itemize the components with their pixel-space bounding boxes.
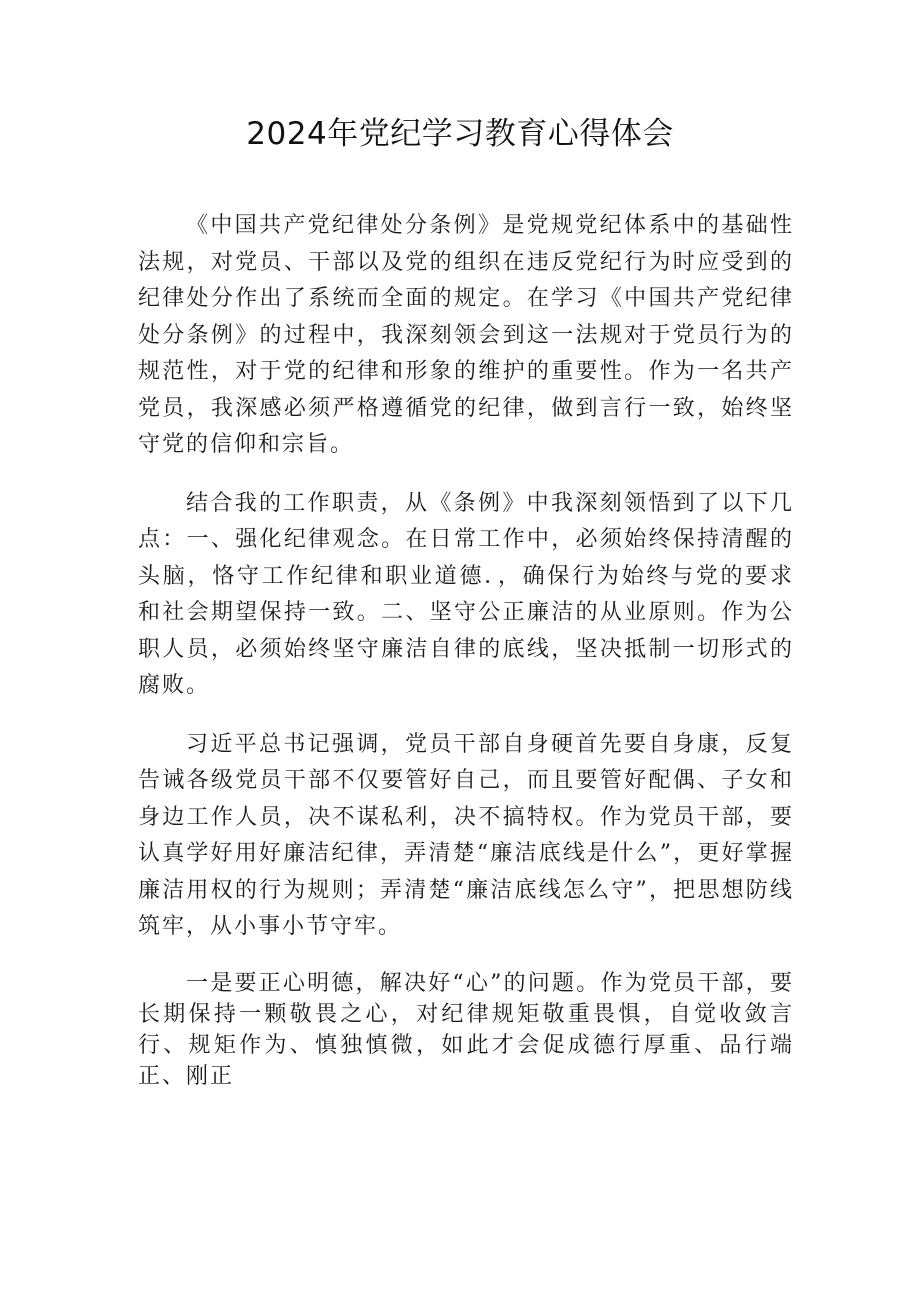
paragraph-1: 《中国共产党纪律处分条例》是党规党纪体系中的基础性法规，对党员、干部以及党的组织在违反党纪行为时应受到的纪律处分作出了系统而全面的规定。在学习《中国共产党纪律处分条例》的过程中，我深刻领会到这一法规对于党员行为的规范性，对于党的纪律和形象的维护的重要性。作为一名共产党员，我深感必须严格遵循党的纪律，做到言行一致，始终坚守党的信仰和宗旨。: [138, 213, 794, 457]
document-title: 2024年党纪学习教育心得体会: [246, 116, 674, 152]
document-body: [138, 208, 794, 1092]
paragraph-2: 结合我的工作职责，从《条例》中我深刻领悟到了以下几点：一、强化纪律观念。在日常工作中，必须始终保持清醒的头脑，恪守工作纪律和职业道德．，确保行为始终与党的要求和社会期望保持一致。二、坚守公正廉洁的从业原则。作为公职人员，必须始终坚守廉洁自律的底线，坚决抵制一切形式的腐败。: [138, 490, 794, 698]
paragraph-4: 一是要正心明德，解决好“心”的问题。作为党员干部，要长期保持一颗敬畏之心，对纪律规矩敬重畏惧，自觉收敛言行、规矩作为、慎独慎微，如此才会促成德行厚重、品行端正、刚正: [138, 970, 794, 1089]
paragraph-3: 习近平总书记强调，党员干部自身硬首先要自身康，反复告诫各级党员干部不仅要管好自己，而且要管好配偶、子女和身边工作人员，决不谋私利，决不搞特权。作为党员干部，要认真学好用好廉洁纪律，弄清楚“廉洁底线是什么”，更好掌握廉洁用权的行为规则；弄清楚“廉洁底线怎么守”，把思想防线筑牢，从小事小节守牢。: [138, 731, 794, 939]
